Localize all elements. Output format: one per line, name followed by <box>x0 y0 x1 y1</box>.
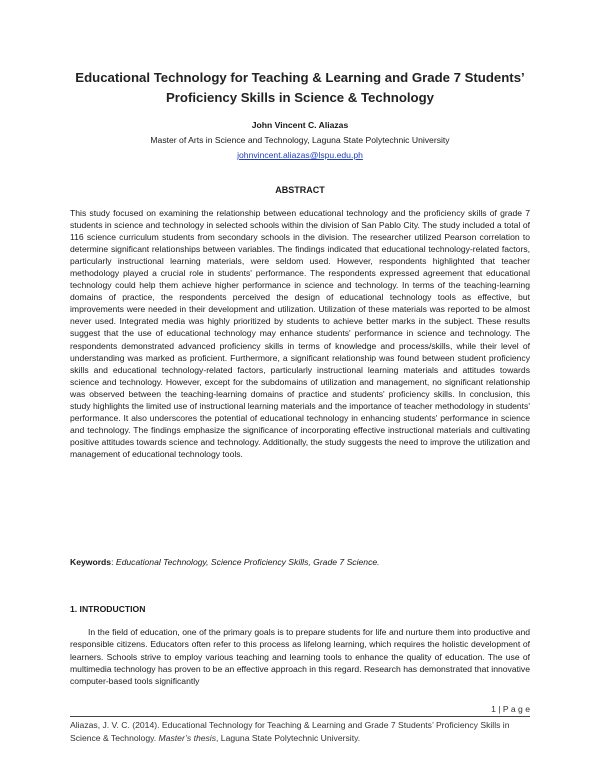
citation-suffix: , Laguna State Polytechnic University. <box>216 733 361 743</box>
page-label: P a g e <box>502 704 530 714</box>
abstract-body: This study focused on examining the relationship between educational technology and the proficiency skills of grade 7 students in science and technology in selected schools within the division of San Pablo City. The study included a total of 116 science curriculum students from secondary schools in the division. The researcher utilized Pearson correlation to determine significant relationships between variables. The findings indicated that educational technology-related factors, particularly instructional learning materials, were seldom used. However, respondents highlighted that teacher methodology played a crucial role in students' performance. The respondents expressed agreement that educational technology could help them achieve higher performance in science and technology. In terms of the teaching-learning domains of practice, the respondents perceived the design of educational technology tools as effective, but improvements were needed in their development and utilization. Utilization of these materials was reported to be almost never used. Integrated media was highly prioritized by students to achieve better marks in the subject. These results suggest that the use of educational technology may enhance students' performance in science and technology. The respondents demonstrated advanced proficiency skills in terms of knowledge and process/skills, while their level of understanding was marked as proficient. Furthermore, a significant relationship was found between student proficiency skills and educational technology-related factors, particularly instructional learning materials and attitudes towards science and technology. However, except for the subdomains of utilization and management, no significant relationship was observed between the teaching-learning domains of practice and students' proficiency skills. In conclusion, this study highlights the limited use of instructional learning materials and the importance of teacher methodology in students' performance. It also underscores the potential of educational technology in enhancing students' performance in science and technology. The findings emphasize the significance of incorporating effective instructional materials and cultivating positive attitudes towards science and technology. Additionally, the study suggests the need to improve the utilization and management of educational technology tools. <box>70 208 530 459</box>
citation-text: Aliazas, J. V. C. (2014). Educational Technology for Teaching & Learning and Grade 7 Students’ Proficiency Skills in Science & Technology. <box>70 720 510 743</box>
page-number: 1 | P a g e <box>491 704 530 714</box>
page-number-value: 1 <box>491 704 496 714</box>
footer-citation <box>70 719 540 745</box>
keywords-text: Educational Technology, Science Proficiency Skills, Grade 7 Science. <box>115 557 380 567</box>
section-heading-introduction: 1. INTRODUCTION <box>70 604 146 614</box>
paper-title: Educational Technology for Teaching & Learning and Grade 7 Students’ Proficiency Skills in Science & Technology <box>75 70 525 105</box>
footer-divider <box>70 716 530 717</box>
keywords-line: Keywords: Educational Technology, Science Proficiency Skills, Grade 7 Science. <box>70 557 380 567</box>
author-affiliation: Master of Arts in Science and Technology, Laguna State Polytechnic University <box>150 135 450 145</box>
author-email-link[interactable]: johnvincent.aliazas@lspu.edu.ph <box>237 150 363 160</box>
author-name: John Vincent C. Aliazas <box>251 120 349 130</box>
author-email-line <box>0 150 600 160</box>
abstract-heading: ABSTRACT <box>275 185 325 195</box>
keywords-label: Keywords <box>70 557 112 567</box>
introduction-paragraph: In the field of education, one of the primary goals is to prepare students for life and nurture them into productive and responsible citizens. Educators often refer to this process as lifelong learning, which requires the holistic development of learners. Schools strive to employ various teaching and learning tools to enhance the quality of education. The use of multimedia technology has proven to be an effective approach in this regard. Research has demonstrated that innovative computer-based tools significantly <box>70 627 530 687</box>
citation-italic: Master’s thesis <box>158 733 217 743</box>
